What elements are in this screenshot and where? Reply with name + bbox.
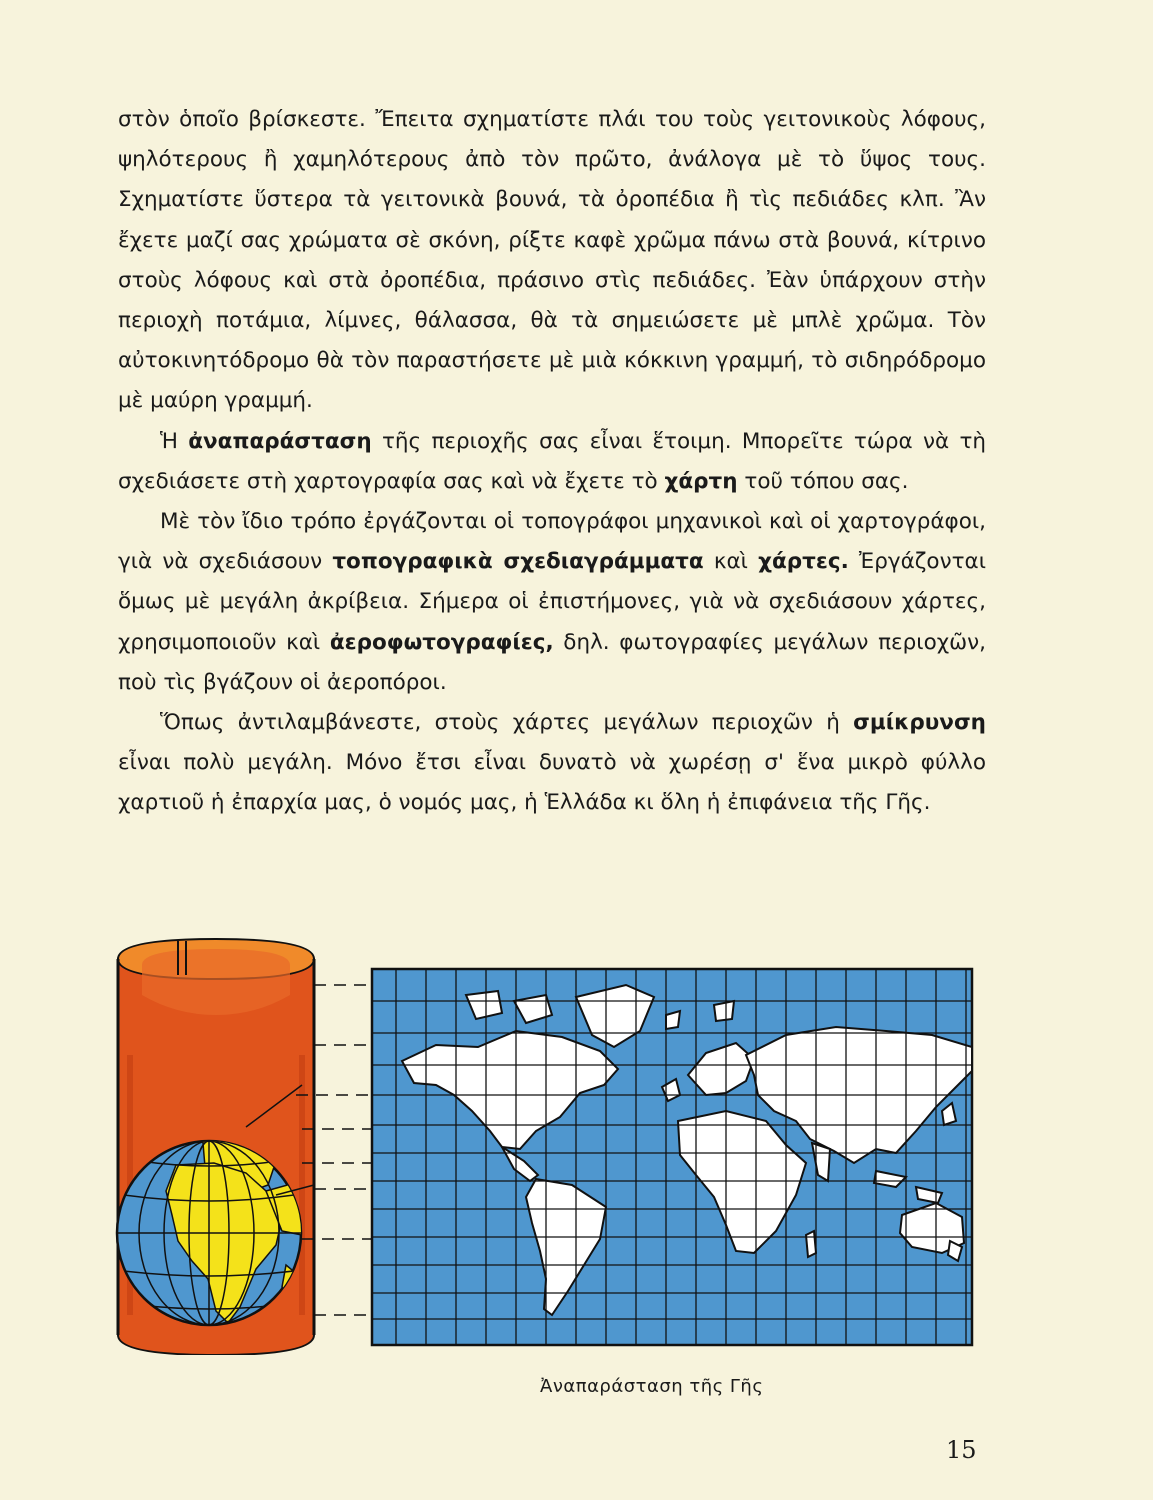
- paragraph-4: [118, 703, 986, 824]
- text-run: Ὅπως ἀντιλαμβάνεστε, στοὺς χάρτες μεγάλων περιοχῶν ἡ: [160, 710, 854, 736]
- world-map-grid: [372, 969, 972, 1345]
- text-run: στὸν ὁποῖο βρίσκεστε. Ἔπειτα σχηματίστε πλάι του τοὺς γειτονικοὺς λόφους, ψηλότερους ἢ χαμηλότερους ἀπὸ τὸν πρῶτο, ἀνάλογα μὲ τὸ ὕψος τους. Σχηματίστε ὕστερα τὰ γειτονικὰ βουνά, τὰ ὀροπέδια ἢ τὶς πεδιάδες κλπ. Ἂν ἔχετε μαζί σας χρώματα σὲ σκόνη, ρίξτε καφὲ χρῶμα πάνω στὰ βουνά, κίτρινο στοὺς λόφους καὶ στὰ ὀροπέδια, πράσινο στὶς πεδιάδες. Ἐὰν ὑπάρχουν στὴν περιοχὴ ποτάμια, λίμνες, θάλασσα, θὰ τὰ σημειώσετε μὲ μπλὲ χρῶμα. Τὸν αὐτοκινητόδρομο θὰ τὸν παραστήσετε μὲ μιὰ κόκκινη γραμμή, τὸ σιδηρόδρομο μὲ μαύρη γραμμή.: [118, 107, 986, 414]
- page-number: 15: [946, 1436, 977, 1464]
- text-run: δηλ. φωτογραφίες μεγάλων περιοχῶν, ποὺ τὶς βγάζουν οἱ ἀεροπόροι.: [118, 629, 986, 695]
- figure-caption: Ἀναπαράσταση τῆς Γῆς: [540, 1376, 764, 1397]
- bold-term: ἀναπαράσταση: [188, 428, 372, 454]
- text-run: τοῦ τόπου σας.: [737, 468, 909, 494]
- paragraph-1: [118, 100, 986, 422]
- bold-term: τοπογραφικὰ σχεδιαγράμματα: [332, 549, 704, 575]
- text-run: Ἡ: [160, 428, 189, 454]
- body-text: [118, 100, 986, 824]
- bold-term: σμίκρυνση: [853, 710, 986, 736]
- text-run: τῆς περιοχῆς σας εἶναι ἕτοιμη. Μπορεῖτε τώρα νὰ τὴ σχεδιάσετε στὴ χαρτογραφία σας καὶ νὰ ἔχετε τὸ: [118, 428, 987, 494]
- bold-term: ἀεροφωτογραφίες,: [329, 629, 554, 655]
- text-run: εἶναι πολὺ μεγάλη. Μόνο ἔτσι εἶναι δυνατὸ νὰ χωρέσῃ σ' ἕνα μικρὸ φύλλο χαρτιοῦ ἡ ἐπαρχία μας, ὁ νομός μας, ἡ Ἑλλάδα κι ὅλη ἡ ἐπιφάνεια τῆς Γῆς.: [118, 750, 986, 816]
- bold-term: χάρτη: [664, 468, 738, 494]
- bold-term: χάρτες.: [758, 549, 849, 575]
- text-run: καὶ: [703, 549, 759, 575]
- text-run: Μὲ τὸν ἴδιο τρόπο ἐργάζονται οἱ τοπογράφοι μηχανικοὶ καὶ οἱ χαρτογράφοι, γιὰ νὰ σχεδιάσουν: [118, 509, 986, 575]
- paragraph-2: [118, 422, 986, 502]
- projection-figure: [106, 935, 986, 1355]
- text-run: Ἐργάζονται ὅμως μὲ μεγάλη ἀκρίβεια. Σήμερα οἱ ἐπιστήμονες, γιὰ νὰ σχεδιάσουν χάρτες, χρησιμοποιοῦν καὶ: [118, 549, 986, 655]
- paragraph-3: [118, 502, 986, 703]
